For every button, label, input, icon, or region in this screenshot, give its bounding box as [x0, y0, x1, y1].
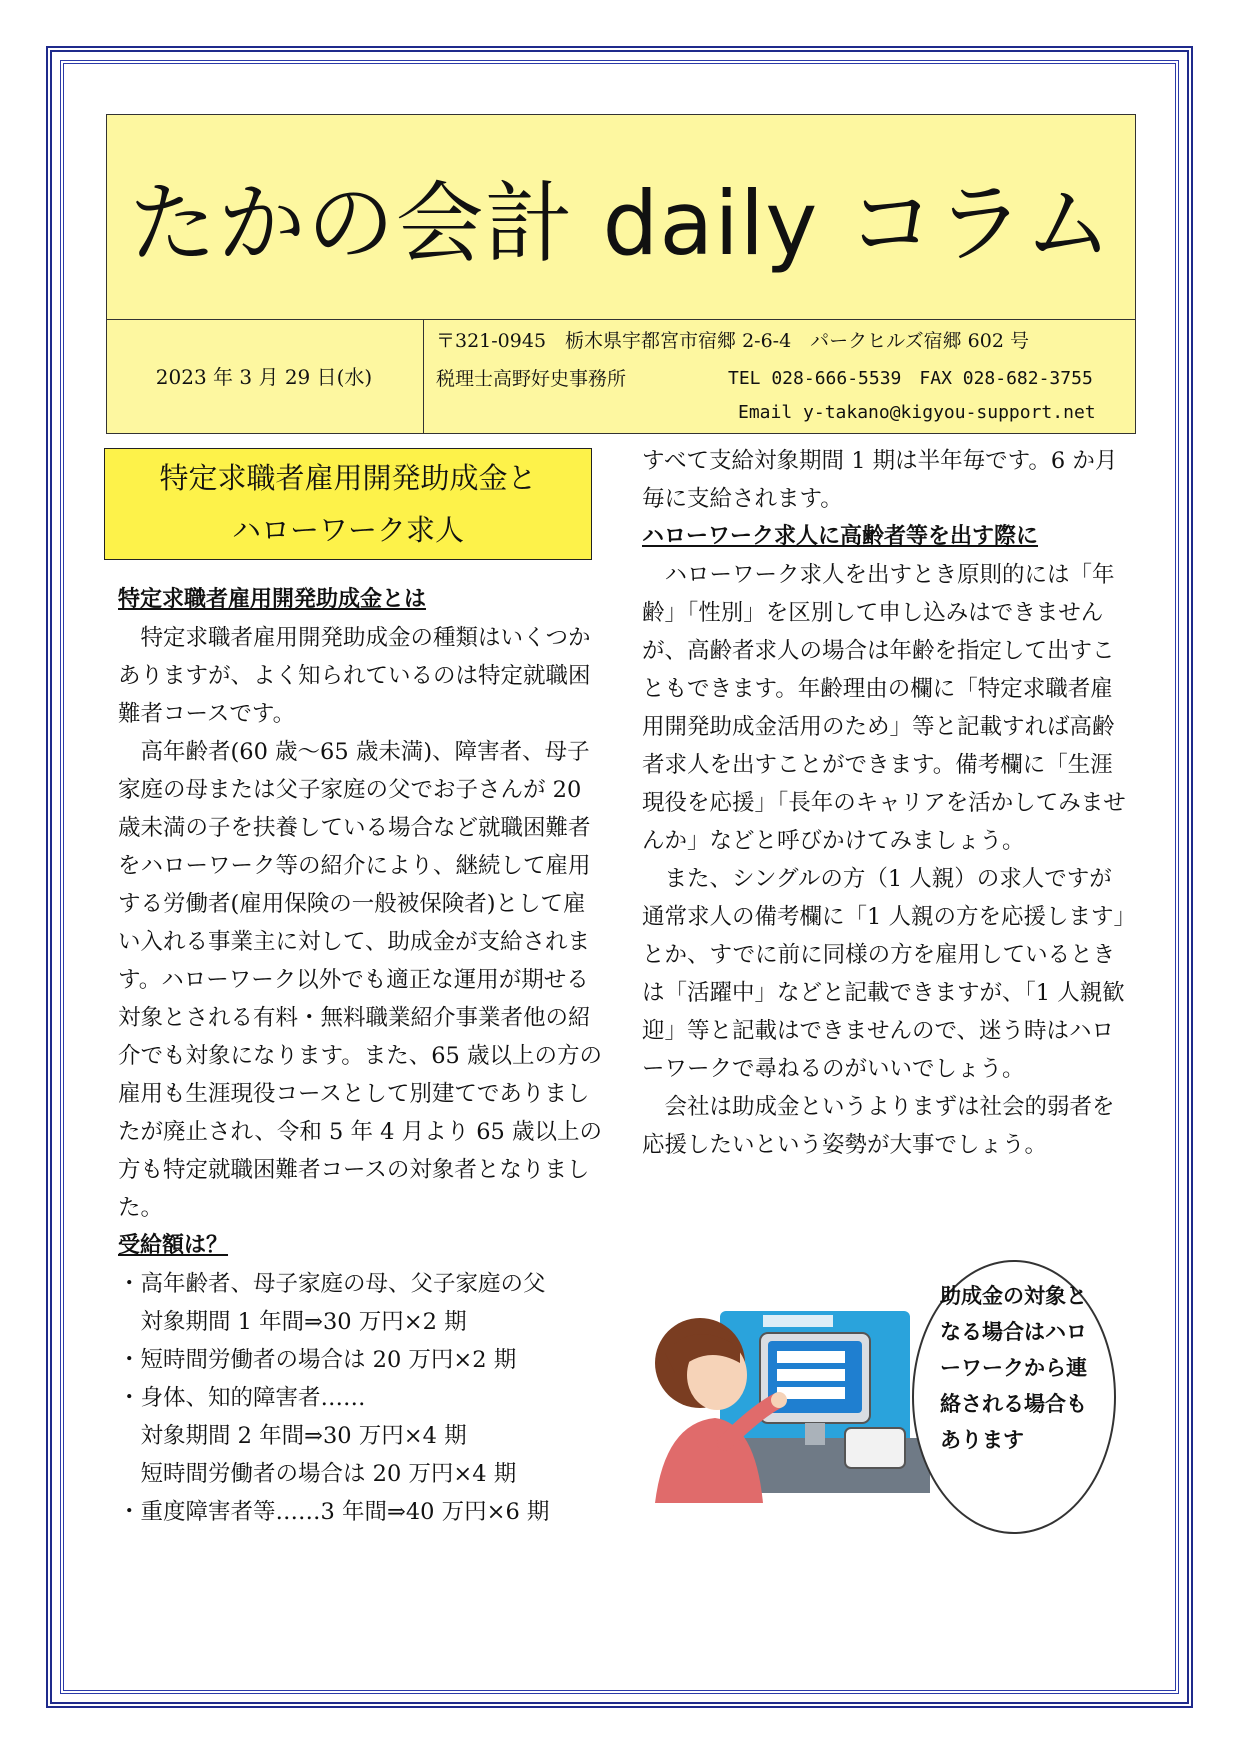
- office-address: 〒321-0945 栃木県宇都宮市宿郷 2-6-4 パークヒルズ宿郷 602 号: [436, 330, 1029, 352]
- partition-top: [763, 1315, 833, 1327]
- paragraph: 特定求職者雇用開発助成金の種類はいくつかありますが、よく知られているのは特定就職困難者コースです。: [118, 625, 591, 727]
- article-title-line2: ハローワーク求人: [231, 513, 464, 547]
- newsletter-title: たかの会計 daily コラム: [128, 172, 1114, 275]
- office-tel-fax: TEL 028-666-5539 FAX 028-682-3755: [728, 368, 1093, 389]
- section-heading: 受給額は？: [118, 1233, 229, 1258]
- issue-date: 2023 年 3 月 29 日(水): [155, 364, 373, 389]
- office-email: Email y-takano@kigyou-support.net: [738, 402, 1096, 423]
- paragraph: ハローワーク求人を出すとき原則的には「年齢」「性別」を区別して申し込みはできませんが、高齢者求人の場合は年齢を指定して出すこともできます。年齢理由の欄に「特定求職者雇用開発助成金活用のため」等と記載すれば高齢者求人を出すことができます。備考欄に「生涯現役を応援」「長年のキャリアを活かしてみませんか」などと呼びかけてみましょう。: [642, 562, 1126, 854]
- section-heading: ハローワーク求人に高齢者等を出す際に: [642, 524, 1039, 549]
- list-item: ・短時間労働者の場合は 20 万円×2 期: [118, 1347, 517, 1373]
- section-heading: 特定求職者雇用開発助成金とは: [118, 587, 427, 612]
- screen-field: [777, 1369, 845, 1381]
- printer: [845, 1428, 905, 1468]
- woman-at-computer-illustration: [645, 1293, 930, 1503]
- list-item: ・重度障害者等……3 年間⇒40 万円×6 期: [118, 1499, 550, 1525]
- header-vertical-divider: [423, 319, 424, 433]
- paragraph: すべて支給対象期間 1 期は半年毎です。6 か月毎に支給されます。: [642, 448, 1118, 512]
- paragraph: また、シングルの方（1 人親）の求人ですが通常求人の備考欄に「1 人親の方を応援します」とか、すでに前に同様の方を雇用しているときは「活躍中」などと記載できますが、「1 人親歓迎」等と記載はできませんので、迷う時はハローワークで尋ねるのがいいでしょう。: [642, 866, 1125, 1082]
- monitor-stand: [805, 1423, 825, 1445]
- list-item: ・高年齢者、母子家庭の母、父子家庭の父: [118, 1271, 546, 1297]
- screen-field: [777, 1351, 845, 1363]
- paragraph: 会社は助成金というよりまずは社会的弱者を応援したいという姿勢が大事でしょう。: [642, 1094, 1115, 1158]
- list-item: 対象期間 1 年間⇒30 万円×2 期: [140, 1309, 467, 1335]
- office-name: 税理士高野好史事務所: [436, 368, 627, 390]
- speech-bubble-text: 助成金の対象となる場合はハローワークから連絡される場合もあります: [940, 1284, 1087, 1452]
- paragraph: 高年齢者(60 歳～65 歳未満)、障害者、母子家庭の母または父子家庭の父でお子さんが 20 歳未満の子を扶養している場合など就職困難者をハローワーク等の紹介により、継続して雇用する労働者(雇用保険の一般被保険者)として雇い入れる事業主に対して、助成金が支給されます。ハローワーク以外でも適正な運用が期せる対象とされる有料・無料職業紹介事業者他の紹介でも対象になります。また、65 歳以上の方の雇用も生涯現役コースとして別建てでありましたが廃止され、令和 5 年 4 月より 65 歳以上の方も特定就職困難者コースの対象者となりました。: [118, 739, 603, 1221]
- left-column: [118, 581, 608, 1531]
- list-item: 短時間労働者の場合は 20 万円×4 期: [140, 1461, 517, 1487]
- screen-field: [777, 1387, 845, 1399]
- article-title-line1: 特定求職者雇用開発助成金と: [159, 461, 537, 495]
- list-item: ・身体、知的障害者……: [118, 1385, 366, 1411]
- woman-hand: [771, 1392, 787, 1408]
- article-title-box: [104, 448, 592, 560]
- list-item: 対象期間 2 年間⇒30 万円×4 期: [140, 1423, 467, 1449]
- right-column: [642, 442, 1132, 1164]
